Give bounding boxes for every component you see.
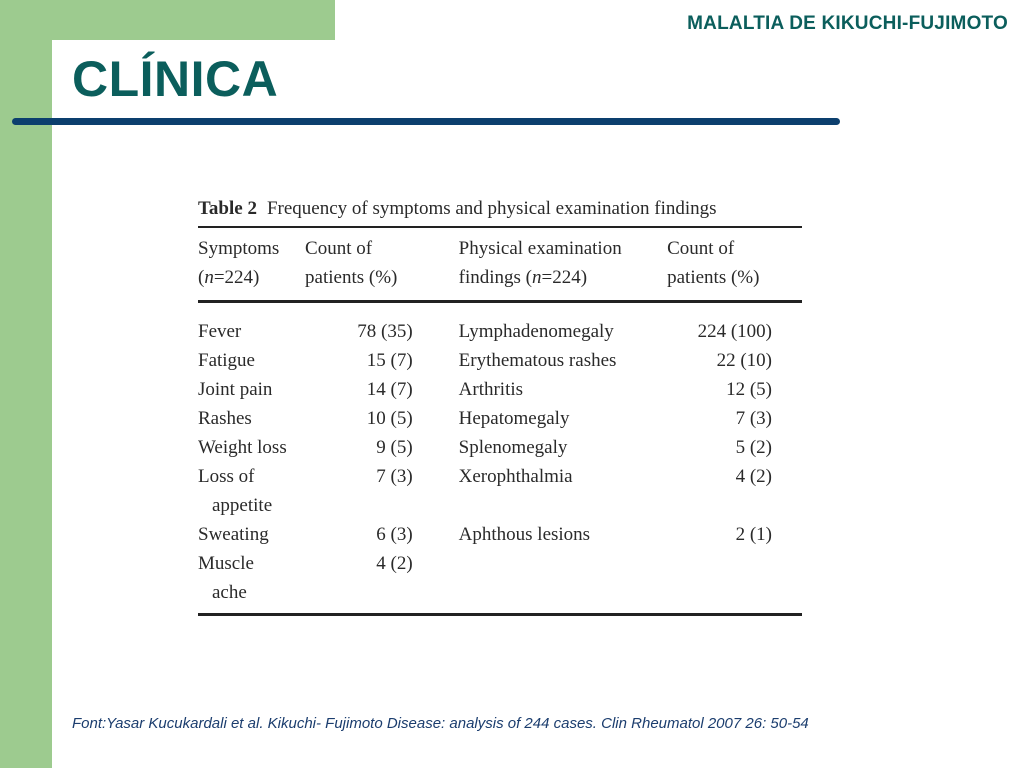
table-row (198, 462, 802, 520)
header-label: MALALTIA DE KIKUCHI-FUJIMOTO (687, 13, 1008, 34)
slide-title: CLÍNICA (72, 51, 279, 107)
table-body (198, 302, 802, 615)
table-caption-text: Frequency of symptoms and physical examination findings (266, 198, 717, 219)
table-row (198, 346, 802, 375)
finding-count-cell: 224 (100) (697, 321, 772, 342)
table-row (198, 375, 802, 404)
symptom-table (198, 226, 802, 616)
symptom-count-cell: 9 (5) (376, 437, 413, 458)
symptom-cell: Loss of appetite (198, 466, 273, 516)
finding-cell: Splenomegaly (458, 437, 568, 458)
symptom-cell: Sweating (198, 524, 269, 545)
header-findings: Physical examination findings (n=224) (458, 238, 622, 288)
symptom-count-cell: 78 (35) (357, 321, 413, 342)
symptom-cell: Fatigue (198, 350, 255, 371)
finding-cell: Erythematous rashes (458, 350, 617, 371)
symptom-count-cell: 14 (7) (366, 379, 413, 400)
left-decorative-band (0, 0, 52, 768)
table-caption (198, 198, 802, 220)
finding-count-cell: 2 (1) (735, 524, 772, 545)
finding-count-cell (667, 549, 802, 615)
finding-cell: Lymphadenomegaly (458, 321, 614, 342)
symptom-count-cell: 10 (5) (366, 408, 413, 429)
header-count-findings: Count of patients (%) (667, 238, 760, 288)
finding-count-cell: 5 (2) (735, 437, 772, 458)
finding-cell: Aphthous lesions (458, 524, 591, 545)
finding-count-cell: 7 (3) (735, 408, 772, 429)
top-decorative-band (0, 0, 335, 40)
finding-count-cell: 22 (10) (716, 350, 772, 371)
source-footnote: Font:Yasar Kucukardali et al. Kikuchi- Fujimoto Disease: analysis of 244 cases. Clin Rheumatol 2007 26: 50-54 (72, 715, 809, 732)
header-count: Count of patients (%) (305, 238, 398, 288)
symptom-cell: Muscle ache (198, 553, 254, 603)
symptom-count-cell: 6 (3) (376, 524, 413, 545)
symptom-cell: Rashes (198, 408, 252, 429)
table-row (198, 302, 802, 347)
symptom-count-cell: 15 (7) (366, 350, 413, 371)
finding-count-cell: 12 (5) (726, 379, 772, 400)
table-row (198, 404, 802, 433)
finding-cell: Arthritis (458, 379, 524, 400)
symptom-table-figure (198, 198, 802, 616)
symptom-cell: Weight loss (198, 437, 287, 458)
table-row (198, 520, 802, 549)
title-underline (12, 118, 840, 125)
table-caption-number: Table 2 (198, 198, 257, 219)
finding-count-cell: 4 (2) (735, 466, 772, 487)
table-row (198, 549, 802, 615)
finding-cell: Hepatomegaly (458, 408, 570, 429)
finding-cell (459, 549, 667, 615)
symptom-count-cell: 4 (2) (376, 553, 413, 574)
header-symptoms: Symptoms (n=224) (198, 238, 280, 288)
symptom-count-cell: 7 (3) (376, 466, 413, 487)
symptom-cell: Joint pain (198, 379, 273, 400)
table-row (198, 433, 802, 462)
finding-cell: Xerophthalmia (458, 466, 573, 487)
table-header-row (198, 227, 802, 302)
symptom-cell: Fever (198, 321, 242, 342)
